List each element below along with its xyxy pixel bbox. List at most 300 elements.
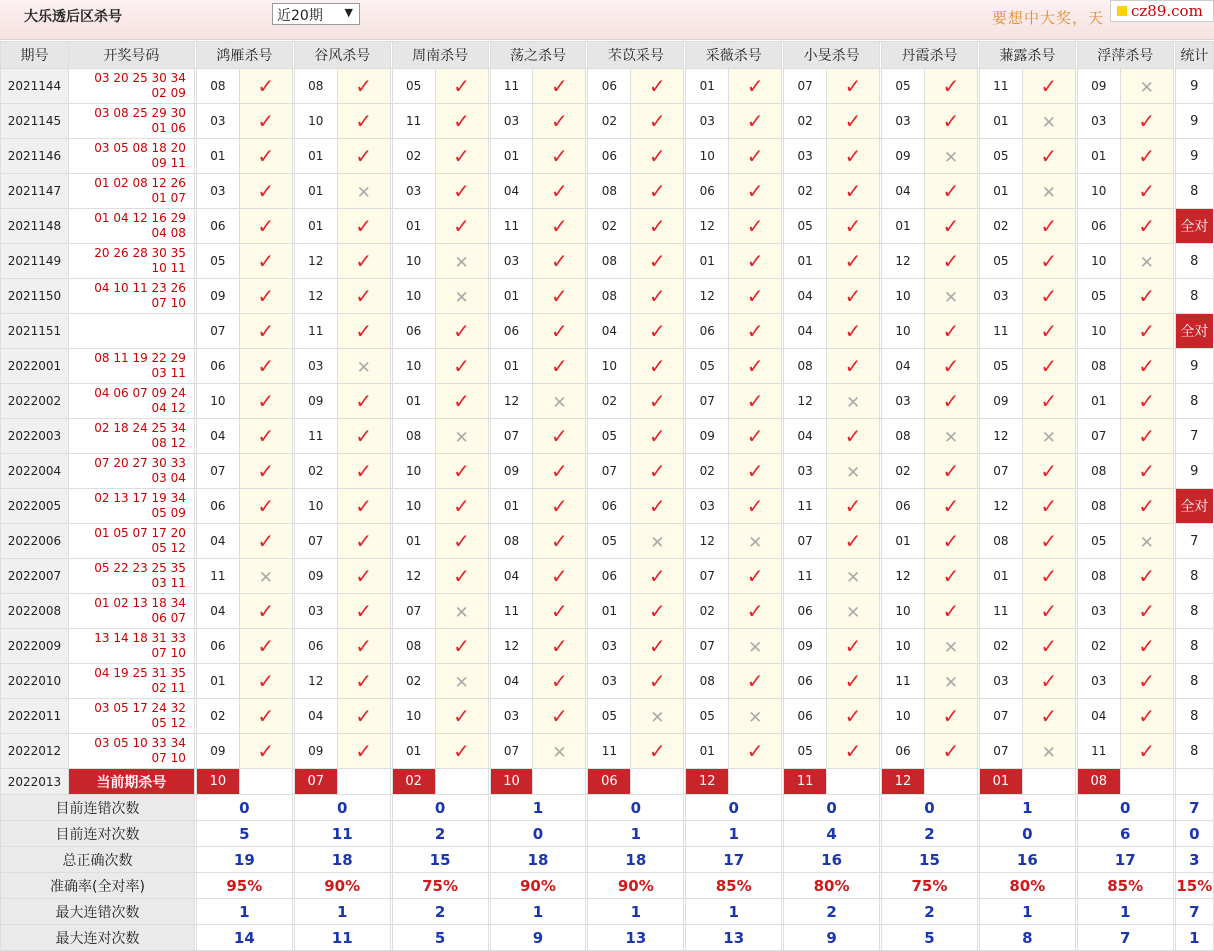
col-header-expert[interactable]: 周南杀号	[392, 42, 488, 69]
kill-number: 01	[196, 139, 239, 174]
check-icon: ✓	[355, 214, 373, 238]
back-numbers: 07 10	[151, 296, 186, 310]
check-icon: ✓	[844, 249, 862, 273]
result-cell	[435, 349, 488, 384]
draw-cell	[68, 314, 194, 349]
check-icon: ✓	[453, 214, 470, 238]
summary-label: 目前连错次数	[1, 795, 195, 821]
summary-value: 80%	[979, 873, 1075, 899]
col-header-expert[interactable]: 荡之杀号	[490, 42, 586, 69]
kill-number: 05	[686, 699, 729, 734]
check-icon: ✓	[1040, 354, 1058, 378]
result-cell	[1120, 384, 1173, 419]
period-select[interactable]	[272, 3, 360, 25]
result-cell	[239, 104, 292, 139]
result-cell	[729, 664, 782, 699]
col-header-expert[interactable]: 采薇杀号	[686, 42, 782, 69]
kill-number: 05	[686, 349, 729, 384]
cross-icon: ✕	[943, 148, 959, 168]
result-cell	[435, 69, 488, 104]
result-cell	[827, 664, 880, 699]
check-icon: ✓	[551, 109, 568, 133]
result-cell	[924, 104, 977, 139]
back-numbers: 07 10	[151, 751, 186, 765]
kill-number: 03	[1077, 104, 1120, 139]
check-icon: ✓	[648, 669, 666, 693]
kill-number: 11	[490, 69, 533, 104]
summary-value: 13	[588, 925, 684, 951]
kill-number: 12	[784, 384, 827, 419]
draw-cell	[68, 454, 194, 489]
result-cell	[239, 314, 292, 349]
kill-number: 03	[196, 104, 239, 139]
result-cell	[239, 699, 292, 734]
result-cell	[729, 384, 782, 419]
check-icon: ✓	[551, 529, 568, 553]
col-header-expert[interactable]: 芣苡采号	[588, 42, 684, 69]
check-icon: ✓	[257, 739, 275, 763]
check-icon: ✓	[257, 389, 275, 413]
current-kill-number: 07	[294, 769, 337, 795]
summary-value: 15	[882, 847, 978, 873]
summary-value: 17	[686, 847, 782, 873]
result-cell	[631, 209, 684, 244]
result-cell	[533, 69, 586, 104]
current-kill-number: 10	[490, 769, 533, 795]
table-row	[1, 629, 1214, 664]
kill-number: 12	[882, 244, 925, 279]
summary-value: 0	[979, 821, 1075, 847]
table-row	[1, 139, 1214, 174]
period-cell: 2022009	[1, 629, 69, 664]
check-icon: ✓	[257, 529, 275, 553]
result-cell	[1120, 349, 1173, 384]
col-header-expert[interactable]: 丹霞杀号	[882, 42, 978, 69]
front-numbers: 04 19 25 31 35	[94, 666, 186, 680]
check-icon: ✓	[453, 459, 470, 483]
kill-number: 10	[294, 489, 337, 524]
result-cell	[533, 209, 586, 244]
stat-cell: 7	[1175, 419, 1213, 454]
cross-icon: ✕	[454, 603, 469, 623]
kill-number: 10	[1077, 314, 1120, 349]
result-cell	[827, 489, 880, 524]
result-cell	[435, 734, 488, 769]
result-cell	[924, 174, 977, 209]
col-header-expert[interactable]: 蒹露杀号	[979, 42, 1075, 69]
front-numbers: 03 05 08 18 20	[94, 141, 186, 155]
summary-value: 18	[294, 847, 390, 873]
slogan-text: 要想中大奖，天	[992, 9, 1105, 27]
back-numbers: 03 04	[151, 471, 186, 485]
result-cell	[924, 314, 977, 349]
result-cell	[239, 69, 292, 104]
result-cell	[337, 174, 390, 209]
kill-number: 08	[588, 279, 631, 314]
summary-value: 2	[392, 899, 488, 925]
summary-label: 总正确次数	[1, 847, 195, 873]
kill-number: 01	[686, 69, 729, 104]
front-numbers: 05 22 23 25 35	[94, 561, 186, 575]
result-cell	[337, 524, 390, 559]
kill-number: 10	[196, 384, 239, 419]
kill-number: 06	[784, 699, 827, 734]
check-icon: ✓	[648, 144, 666, 168]
stat-cell: 8	[1175, 664, 1213, 699]
empty-cell	[239, 769, 292, 795]
summary-value: 11	[294, 925, 390, 951]
result-cell	[239, 419, 292, 454]
draw-cell	[68, 349, 194, 384]
result-cell	[827, 174, 880, 209]
result-cell	[924, 279, 977, 314]
table-row	[1, 174, 1214, 209]
result-cell	[924, 209, 977, 244]
period-cell: 2022003	[1, 419, 69, 454]
cross-icon: ✕	[1041, 183, 1056, 203]
cross-icon: ✕	[845, 393, 861, 413]
summary-value: 1	[294, 899, 390, 925]
kill-number: 03	[588, 664, 631, 699]
kill-number: 09	[979, 384, 1022, 419]
period-cell: 2021148	[1, 209, 69, 244]
current-kill-number: 12	[882, 769, 925, 795]
kill-number: 03	[392, 174, 435, 209]
kill-number: 01	[882, 524, 925, 559]
result-cell	[827, 314, 880, 349]
kill-number: 08	[392, 419, 435, 454]
cross-icon: ✕	[1139, 253, 1154, 273]
result-cell	[337, 209, 390, 244]
kill-number: 08	[588, 174, 631, 209]
check-icon: ✓	[844, 704, 862, 728]
stat-cell: 8	[1175, 384, 1213, 419]
kill-number: 04	[196, 594, 239, 629]
cross-icon: ✕	[1139, 78, 1154, 98]
kill-number: 07	[686, 559, 729, 594]
check-icon: ✓	[453, 389, 470, 413]
col-header-expert[interactable]: 浮萍杀号	[1077, 42, 1173, 69]
period-cell: 2021147	[1, 174, 69, 209]
result-cell	[924, 559, 977, 594]
current-kill-number: 02	[392, 769, 435, 795]
result-cell	[1022, 664, 1075, 699]
result-cell	[631, 139, 684, 174]
summary-row	[1, 925, 1214, 951]
check-icon: ✓	[551, 669, 568, 693]
result-cell	[533, 559, 586, 594]
check-icon: ✓	[844, 354, 862, 378]
summary-value: 1	[686, 821, 782, 847]
check-icon: ✓	[648, 424, 666, 448]
stat-cell: 8	[1175, 734, 1213, 769]
kill-number: 03	[294, 594, 337, 629]
period-cell: 2021144	[1, 69, 69, 104]
summary-value: 85%	[686, 873, 782, 899]
kill-number: 04	[882, 174, 925, 209]
kill-number: 01	[979, 559, 1022, 594]
summary-value: 2	[784, 899, 880, 925]
table-row	[1, 454, 1214, 489]
result-cell	[239, 489, 292, 524]
kill-number: 01	[979, 104, 1022, 139]
kill-number: 09	[882, 139, 925, 174]
result-cell	[1120, 244, 1173, 279]
cross-icon: ✕	[650, 533, 665, 553]
summary-value: 5	[882, 925, 978, 951]
check-icon: ✓	[942, 109, 960, 133]
cross-icon: ✕	[356, 358, 371, 378]
check-icon: ✓	[355, 669, 373, 693]
check-icon: ✓	[1040, 529, 1058, 553]
summary-value: 0	[686, 795, 782, 821]
check-icon: ✓	[942, 564, 960, 588]
check-icon: ✓	[1040, 634, 1058, 658]
check-icon: ✓	[1040, 704, 1058, 728]
col-header-expert[interactable]: 谷风杀号	[294, 42, 390, 69]
cross-icon: ✕	[748, 708, 763, 728]
summary-value: 0	[392, 795, 488, 821]
draw-cell	[68, 244, 194, 279]
summary-value: 85%	[1077, 873, 1173, 899]
kill-number: 10	[392, 454, 435, 489]
check-icon: ✓	[648, 389, 666, 413]
front-numbers: 02 18 24 25 34	[94, 421, 186, 435]
check-icon: ✓	[844, 284, 862, 308]
kill-number: 01	[686, 244, 729, 279]
cross-icon: ✕	[943, 638, 959, 658]
result-cell	[729, 314, 782, 349]
kill-number: 12	[686, 524, 729, 559]
back-numbers: 02 11	[151, 681, 186, 695]
kill-number: 07	[490, 734, 533, 769]
table-row	[1, 489, 1214, 524]
period-cell: 2022001	[1, 349, 69, 384]
kill-number: 02	[979, 629, 1022, 664]
check-icon: ✓	[355, 459, 373, 483]
summary-value: 0	[196, 795, 292, 821]
check-icon: ✓	[1040, 74, 1058, 98]
summary-value: 1	[196, 899, 292, 925]
kill-number: 05	[196, 244, 239, 279]
kill-number: 10	[588, 349, 631, 384]
kill-number: 01	[1077, 139, 1120, 174]
summary-value: 13	[686, 925, 782, 951]
kill-number: 01	[392, 384, 435, 419]
front-numbers: 03 20 25 30 34	[94, 71, 186, 85]
check-icon: ✓	[355, 704, 373, 728]
result-cell	[337, 384, 390, 419]
period-cell: 2022012	[1, 734, 69, 769]
kill-number: 06	[196, 349, 239, 384]
cross-icon: ✕	[356, 183, 371, 203]
check-icon: ✓	[1138, 494, 1156, 518]
check-icon: ✓	[257, 179, 275, 203]
summary-row	[1, 821, 1214, 847]
result-cell	[1022, 209, 1075, 244]
all-correct-badge: 全对	[1175, 209, 1213, 244]
check-icon: ✓	[453, 179, 470, 203]
empty-cell	[631, 769, 684, 795]
kill-number: 08	[882, 419, 925, 454]
site-logo[interactable]	[1110, 0, 1214, 22]
check-icon: ✓	[746, 214, 764, 238]
check-icon: ✓	[1138, 599, 1156, 623]
kill-number: 05	[979, 244, 1022, 279]
empty-cell	[924, 769, 977, 795]
cross-icon: ✕	[943, 673, 959, 693]
check-icon: ✓	[355, 144, 373, 168]
check-icon: ✓	[844, 74, 862, 98]
col-header-expert[interactable]: 小旻杀号	[784, 42, 880, 69]
check-icon: ✓	[551, 319, 568, 343]
front-numbers: 03 05 10 33 34	[94, 736, 186, 750]
cross-icon: ✕	[845, 463, 861, 483]
result-cell	[631, 69, 684, 104]
summary-value: 1	[490, 795, 586, 821]
result-cell	[435, 664, 488, 699]
check-icon: ✓	[355, 389, 373, 413]
check-icon: ✓	[355, 424, 373, 448]
kill-number: 11	[490, 209, 533, 244]
summary-stat: 15%	[1175, 873, 1213, 899]
cross-icon: ✕	[748, 533, 763, 553]
kill-number: 03	[784, 139, 827, 174]
summary-value: 9	[784, 925, 880, 951]
front-numbers: 04 10 11 23 26	[94, 281, 186, 295]
cross-icon: ✕	[748, 638, 763, 658]
summary-value: 8	[979, 925, 1075, 951]
back-numbers: 05 12	[151, 541, 186, 555]
result-cell	[337, 594, 390, 629]
table-row	[1, 279, 1214, 314]
kill-number: 06	[784, 594, 827, 629]
result-cell	[337, 279, 390, 314]
current-period-cell: 2022013	[1, 769, 69, 795]
result-cell	[533, 104, 586, 139]
kill-number: 01	[294, 209, 337, 244]
summary-label: 目前连对次数	[1, 821, 195, 847]
kill-number: 08	[294, 69, 337, 104]
kill-number: 06	[196, 629, 239, 664]
current-kill-number: 10	[196, 769, 239, 795]
summary-row	[1, 873, 1214, 899]
check-icon: ✓	[355, 319, 373, 343]
result-cell	[924, 69, 977, 104]
kill-number: 10	[882, 629, 925, 664]
check-icon: ✓	[1040, 319, 1058, 343]
result-cell	[1120, 419, 1173, 454]
result-cell	[1120, 69, 1173, 104]
period-cell: 2021149	[1, 244, 69, 279]
kill-number: 12	[294, 279, 337, 314]
col-header-expert[interactable]: 鸿雁杀号	[196, 42, 292, 69]
back-numbers: 04 12	[151, 401, 186, 415]
kill-number: 10	[392, 279, 435, 314]
check-icon: ✓	[648, 319, 666, 343]
kill-number: 03	[196, 174, 239, 209]
result-cell	[239, 139, 292, 174]
result-cell	[1120, 629, 1173, 664]
check-icon: ✓	[257, 109, 275, 133]
check-icon: ✓	[453, 354, 470, 378]
summary-value: 0	[588, 795, 684, 821]
table-row	[1, 104, 1214, 139]
cross-icon: ✕	[1041, 428, 1056, 448]
summary-value: 5	[196, 821, 292, 847]
stat-cell: 8	[1175, 594, 1213, 629]
result-cell	[1120, 699, 1173, 734]
kill-number: 02	[392, 664, 435, 699]
check-icon: ✓	[942, 529, 960, 553]
check-icon: ✓	[1138, 669, 1156, 693]
check-icon: ✓	[844, 634, 862, 658]
summary-value: 16	[784, 847, 880, 873]
result-cell	[729, 489, 782, 524]
check-icon: ✓	[1040, 599, 1058, 623]
result-cell	[827, 629, 880, 664]
kill-number: 08	[686, 664, 729, 699]
kill-number: 04	[784, 279, 827, 314]
draw-cell	[68, 594, 194, 629]
kill-number: 04	[882, 349, 925, 384]
check-icon: ✓	[746, 599, 764, 623]
result-cell	[337, 629, 390, 664]
period-cell: 2021151	[1, 314, 69, 349]
result-cell	[1022, 69, 1075, 104]
result-cell	[631, 454, 684, 489]
result-cell	[1022, 454, 1075, 489]
kill-number: 04	[784, 314, 827, 349]
kill-number: 01	[1077, 384, 1120, 419]
back-numbers: 09 11	[151, 156, 186, 170]
check-icon: ✓	[551, 179, 568, 203]
cross-icon: ✕	[845, 603, 861, 623]
kill-number: 12	[979, 489, 1022, 524]
result-cell	[1120, 664, 1173, 699]
check-icon: ✓	[551, 564, 568, 588]
cross-icon: ✕	[454, 288, 469, 308]
period-cell: 2022007	[1, 559, 69, 594]
summary-stat: 7	[1175, 795, 1213, 821]
kill-number: 01	[294, 139, 337, 174]
kill-number: 10	[392, 699, 435, 734]
summary-value: 1	[686, 899, 782, 925]
result-cell	[827, 279, 880, 314]
back-numbers: 01 06	[151, 121, 186, 135]
kill-number: 07	[588, 454, 631, 489]
check-icon: ✓	[746, 109, 764, 133]
check-icon: ✓	[1040, 669, 1058, 693]
kill-number: 05	[588, 699, 631, 734]
stat-cell: 7	[1175, 524, 1213, 559]
result-cell	[239, 279, 292, 314]
check-icon: ✓	[1138, 739, 1156, 763]
kill-number: 09	[1077, 69, 1120, 104]
result-cell	[435, 104, 488, 139]
kill-number: 07	[784, 524, 827, 559]
kill-number: 04	[784, 419, 827, 454]
table-row	[1, 349, 1214, 384]
draw-cell	[68, 419, 194, 454]
check-icon: ✓	[257, 354, 275, 378]
result-cell	[337, 104, 390, 139]
kill-number: 07	[294, 524, 337, 559]
result-cell	[533, 699, 586, 734]
result-cell	[631, 244, 684, 279]
period-cell: 2022008	[1, 594, 69, 629]
empty-cell	[533, 769, 586, 795]
